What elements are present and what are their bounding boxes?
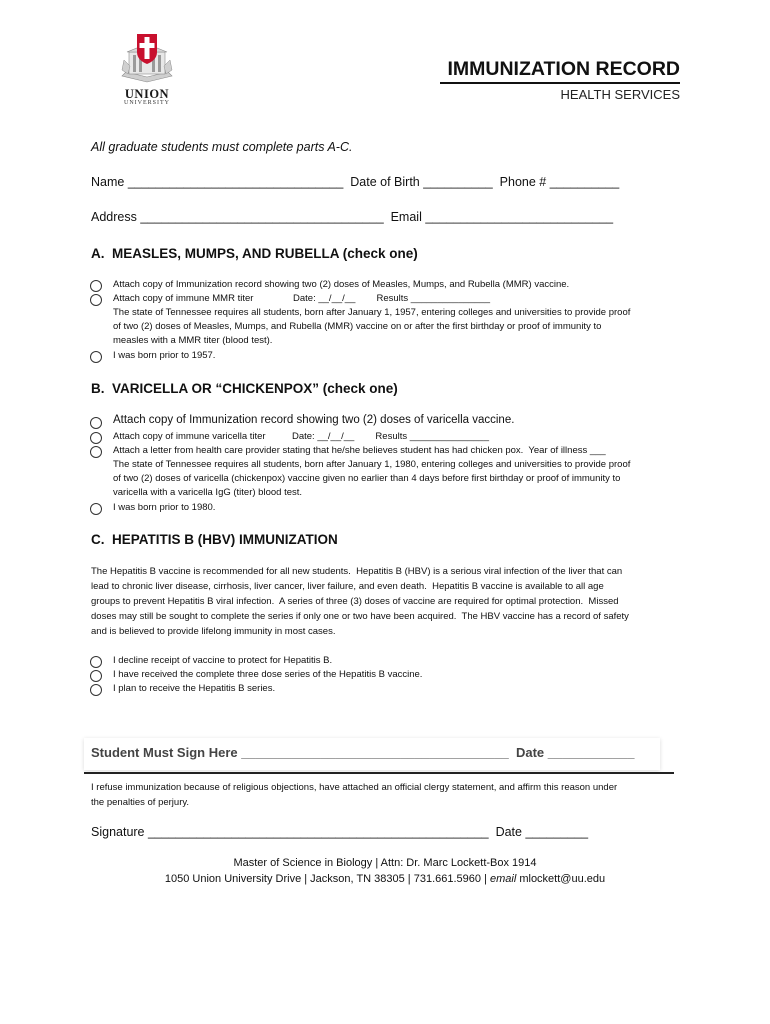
page-subtitle: HEALTH SERVICES bbox=[560, 87, 680, 102]
footer-contact bbox=[0, 873, 770, 885]
section-a-heading: A. MEASLES, MUMPS, AND RUBELLA (check one) bbox=[91, 246, 418, 261]
option-b4-label: I was born prior to 1980. bbox=[113, 502, 216, 513]
union-university-logo bbox=[104, 30, 190, 112]
option-b3-label: Attach a letter from health care provider stating that he/she believes student has had chicken pox. Year of illness ___ bbox=[113, 445, 606, 456]
title-underline bbox=[440, 82, 680, 84]
radio-c-completed-series[interactable] bbox=[90, 670, 102, 682]
signature-divider bbox=[84, 772, 674, 774]
radio-a-immunization-record[interactable] bbox=[90, 280, 102, 292]
address-email-fields[interactable]: Address ___________________________________ Email ___________________________ bbox=[91, 210, 614, 224]
section-c-paragraph: doses may still be sought to complete the series if only one or two have been acquired. The HBV vaccine has a record of safety bbox=[91, 611, 629, 622]
radio-b-born-before-1980[interactable] bbox=[90, 503, 102, 515]
footer-program: Master of Science in Biology | Attn: Dr. Marc Lockett-Box 1914 bbox=[233, 857, 537, 869]
footer-email-label: email bbox=[489, 873, 517, 885]
religious-objection-text: the penalties of perjury. bbox=[91, 797, 190, 808]
page-title: IMMUNIZATION RECORD bbox=[447, 58, 680, 80]
name-dob-phone-fields[interactable]: Name _______________________________ Date of Birth __________ Phone # __________ bbox=[91, 175, 620, 189]
section-b-note: varicella with a varicella IgG (titer) blood test. bbox=[113, 487, 303, 498]
radio-a-born-before-1957[interactable] bbox=[90, 351, 102, 363]
option-c3-label: I plan to receive the Hepatitis B series. bbox=[113, 683, 276, 694]
radio-c-decline[interactable] bbox=[90, 656, 102, 668]
option-b1-label: Attach copy of Immunization record showing two (2) doses of varicella vaccine. bbox=[113, 414, 515, 426]
radio-b-varicella-titer[interactable] bbox=[90, 432, 102, 444]
section-c-paragraph: The Hepatitis B vaccine is recommended for all new students. Hepatitis B (HBV) is a serious viral infection of the liver that can bbox=[91, 566, 623, 577]
option-b2-label: Attach copy of immune varicella titer Date: __/__/__ Results _______________ bbox=[113, 431, 489, 442]
section-c-paragraph: groups to prevent Hepatitis B viral infection. A series of three (3) doses of vaccine are required for optimal protection. Missed bbox=[91, 596, 619, 607]
footer-email[interactable]: mlockett@uu.edu bbox=[516, 873, 606, 885]
logo-subtitle: UNIVERSITY bbox=[124, 100, 170, 106]
option-a1-label: Attach copy of Immunization record showing two (2) doses of Measles, Mumps, and Rubella (MMR) vaccine. bbox=[113, 279, 570, 290]
section-b-note: The state of Tennessee requires all students, born after January 1, 1980, entering colleges and universities to provide proof bbox=[113, 459, 631, 470]
radio-b-immunization-record[interactable] bbox=[90, 417, 102, 429]
student-signature-line[interactable]: Student Must Sign Here _____________________________________ Date ____________ bbox=[91, 745, 635, 760]
radio-c-plan-to-receive[interactable] bbox=[90, 684, 102, 696]
section-c-paragraph: and is believed to provide lifelong immunity in most cases. bbox=[91, 626, 336, 637]
section-a-note: The state of Tennessee requires all students, born after January 1, 1957, entering colleges and universities to provide proof bbox=[113, 307, 631, 318]
intro-text: All graduate students must complete parts A-C. bbox=[91, 140, 353, 154]
option-a3-label: I was born prior to 1957. bbox=[113, 350, 216, 361]
religious-objection-text: I refuse immunization because of religious objections, have attached an official clergy statement, and affirm this reason under bbox=[91, 782, 618, 793]
section-c-paragraph: lead to chronic liver disease, cirrhosis, liver cancer, liver failure, and even death. Hepatitis B vaccine is available to all age bbox=[91, 581, 604, 592]
option-a2-label: Attach copy of immune MMR titer Date: __/__/__ Results _______________ bbox=[113, 293, 491, 304]
section-b-heading: B. VARICELLA OR “CHICKENPOX” (check one) bbox=[91, 381, 398, 396]
radio-b-provider-letter[interactable] bbox=[90, 446, 102, 458]
section-c-heading: C. HEPATITIS B (HBV) IMMUNIZATION bbox=[91, 532, 338, 547]
section-a-note: measles with a MMR titer (blood test). bbox=[113, 335, 273, 346]
section-a-note: of two (2) doses of Measles, Mumps, and Rubella (MMR) vaccine on or after the first birthday or proof of immunity to bbox=[113, 321, 602, 332]
option-c2-label: I have received the complete three dose series of the Hepatitis B vaccine. bbox=[113, 669, 423, 680]
radio-a-mmr-titer[interactable] bbox=[90, 294, 102, 306]
section-b-note: of two (2) doses of varicella (chickenpox) vaccine given no earlier than 4 days before first birthday or proof of immunity to bbox=[113, 473, 621, 484]
crest-icon bbox=[104, 30, 190, 86]
logo-wordmark: UNION bbox=[124, 87, 170, 101]
footer-address: 1050 Union University Drive | Jackson, TN 38305 | 731.661.5960 | bbox=[164, 873, 490, 885]
signature-date-line[interactable]: Signature _________________________________________________ Date _________ bbox=[91, 825, 589, 839]
option-c1-label: I decline receipt of vaccine to protect for Hepatitis B. bbox=[113, 655, 333, 666]
